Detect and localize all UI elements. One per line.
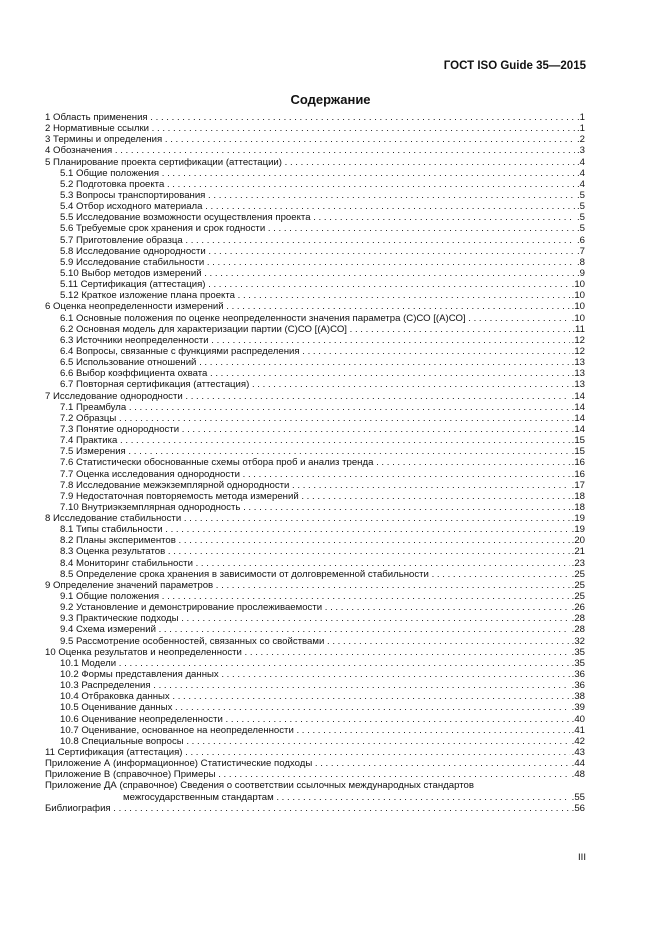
toc-entry-title: 7.6 Статистически обоснованные схемы отбора проб и анализ тренда . . . xyxy=(45,457,585,468)
toc-entry[interactable] xyxy=(45,145,585,156)
toc-entry[interactable] xyxy=(45,569,585,580)
toc-entry-title: 5 Планирование проекта сертификации (аттестации) . . . xyxy=(45,157,585,168)
toc-entry-page: .11 xyxy=(572,323,585,335)
page-title: Содержание xyxy=(290,92,371,107)
toc-entry-title: 7.10 Внутриэкземплярная однородность . . . xyxy=(45,502,585,513)
toc-entry-page: .16 xyxy=(571,457,585,469)
toc-entry-page: .9 xyxy=(576,267,585,279)
toc-entry-page: .13 xyxy=(571,368,585,380)
toc-entry-title: 2 Нормативные ссылки . . . xyxy=(45,123,585,134)
toc-entry-title: 10.4 Отбраковка данных . . . xyxy=(45,691,585,702)
toc-entry[interactable] xyxy=(45,714,585,725)
toc-entry-title: 5.1 Общие положения . . . xyxy=(45,168,585,179)
toc-entry-page: .7 xyxy=(576,245,585,257)
toc-entry-title: 10.6 Оценивание неопределенности . . . xyxy=(45,714,585,725)
toc-entry[interactable] xyxy=(45,691,585,702)
toc-entry[interactable] xyxy=(45,624,585,635)
toc-entry[interactable] xyxy=(45,580,585,591)
toc-entry-title: 6.7 Повторная сертификация (аттестация) . . . xyxy=(45,379,585,390)
toc-entry-title: 5.11 Сертификация (аттестация) . . . xyxy=(45,279,585,290)
toc-entry-page: .6 xyxy=(576,234,585,246)
toc-entry-page: .39 xyxy=(571,702,585,714)
toc-entry-page: .32 xyxy=(571,635,585,647)
toc-entry[interactable] xyxy=(45,424,585,435)
toc-entry-page: .23 xyxy=(571,557,585,569)
toc-entry[interactable] xyxy=(45,368,585,379)
toc-entry[interactable] xyxy=(45,223,585,234)
toc-entry-title: 5.10 Выбор методов измерений . . . xyxy=(45,268,585,279)
toc-entry-page: .14 xyxy=(571,412,585,424)
toc-entry-title: 6.5 Использование отношений . . . xyxy=(45,357,585,368)
toc-entry[interactable] xyxy=(45,669,585,680)
toc-entry-page: .1 xyxy=(576,112,585,123)
toc-entry-title: 9.2 Установление и демонстрирование прослеживаемости . . . xyxy=(45,602,585,613)
toc-entry-title: 10 Оценка результатов и неопределенности . . . xyxy=(45,647,585,658)
toc-entry-title: 5.9 Исследование стабильности . . . xyxy=(45,257,585,268)
toc-entry[interactable] xyxy=(45,268,585,279)
toc-entry-title: 5.4 Отбор исходного материала . . . xyxy=(45,201,585,212)
toc-entry-title: Приложение ДА (справочное) Сведения о соответствии ссылочных международных стандартов xyxy=(45,780,474,792)
toc-entry-title: 5.2 Подготовка проекта . . . xyxy=(45,179,585,190)
toc-entry-title: Приложение В (справочное) Примеры . . . xyxy=(45,769,585,780)
toc-entry[interactable] xyxy=(45,613,585,624)
toc-entry-page: .38 xyxy=(571,691,585,703)
toc-entry-title: 9.3 Практические подходы . . . xyxy=(45,613,585,624)
toc-entry-title: 7.9 Недостаточная повторяемость метода измерений . . . xyxy=(45,491,585,502)
toc-entry-page: .25 xyxy=(571,591,585,603)
toc-entry-page: .12 xyxy=(571,334,585,346)
toc-entry-page: .28 xyxy=(571,624,585,636)
toc-entry-title: 7 Исследование однородности . . . xyxy=(45,391,585,402)
toc-entry[interactable] xyxy=(45,546,585,557)
toc-entry-title: 6.1 Основные положения по оценке неопределенности значения параметра (С)СО [(А)СО] . . . xyxy=(45,313,585,324)
toc-entry-page: .4 xyxy=(576,178,585,190)
toc-entry-title: 5.7 Приготовление образца . . . xyxy=(45,235,585,246)
toc-entry[interactable] xyxy=(45,112,585,123)
toc-entry-page: .2 xyxy=(576,134,585,146)
toc-entry-title: 8.1 Типы стабильности . . . xyxy=(45,524,585,535)
toc-entry-page: .18 xyxy=(571,501,585,513)
toc-entry[interactable] xyxy=(45,134,585,145)
toc-entry-title: 6.4 Вопросы, связанные с функциями распределения . . . xyxy=(45,346,585,357)
toc-entry-title: 9.4 Схема измерений . . . xyxy=(45,624,585,635)
toc-entry[interactable] xyxy=(45,324,585,335)
toc-entry[interactable] xyxy=(45,413,585,424)
toc-entry-title: 8.5 Определение срока хранения в зависимости от долговременной стабильности . . . xyxy=(45,569,585,580)
toc-entry-page: .17 xyxy=(571,479,585,491)
toc-entry-title: 9.1 Общие положения . . . xyxy=(45,591,585,602)
toc-entry[interactable] xyxy=(45,123,585,134)
toc-entry[interactable] xyxy=(45,736,585,747)
toc-entry-title: 6.6 Выбор коэффициента охвата . . . xyxy=(45,368,585,379)
toc-entry[interactable] xyxy=(45,168,585,179)
toc-entry-page: .10 xyxy=(571,301,585,313)
toc-entry-page: .35 xyxy=(571,657,585,669)
toc-entry[interactable] xyxy=(45,257,585,268)
toc-entry-page: .10 xyxy=(571,279,585,291)
toc-entry-page: .13 xyxy=(571,357,585,369)
toc-entry-title: 9.5 Рассмотрение особенностей, связанных со свойствами . . . xyxy=(45,636,585,647)
toc-entry[interactable] xyxy=(45,469,585,480)
toc-entry-title: 8 Исследование стабильности . . . xyxy=(45,513,585,524)
toc-entry[interactable] xyxy=(45,190,585,201)
toc-entry-title: 5.3 Вопросы транспортирования . . . xyxy=(45,190,585,201)
toc-entry-title: 8.3 Оценка результатов . . . xyxy=(45,546,585,557)
toc-entry-title: 6 Оценка неопределенности измерений . . . xyxy=(45,301,585,312)
toc-entry-page: .5 xyxy=(576,201,585,213)
toc-entry-title: 5.6 Требуемые срок хранения и срок годности . . . xyxy=(45,223,585,234)
toc-entry-title: 11 Сертификация (аттестация) . . . xyxy=(45,747,585,758)
toc-entry-page: .12 xyxy=(571,345,585,357)
toc-entry[interactable] xyxy=(45,335,585,346)
toc-entry-page: .10 xyxy=(571,290,585,302)
toc-entry-page: .48 xyxy=(571,769,585,781)
toc-entry-page: .35 xyxy=(571,646,585,658)
toc-entry[interactable] xyxy=(45,402,585,413)
toc-entry[interactable] xyxy=(45,602,585,613)
toc-entry-title: Приложение А (информационное) Статистические подходы . . . xyxy=(45,758,585,769)
toc-entry-page: .14 xyxy=(571,423,585,435)
toc-entry-title: 7.7 Оценка исследования однородности . . . xyxy=(45,469,585,480)
toc-entry-page: .43 xyxy=(571,747,585,759)
toc-entry[interactable] xyxy=(45,301,585,312)
toc-entry[interactable] xyxy=(45,446,585,457)
toc-entry-page: .56 xyxy=(571,802,585,814)
toc-entry-page: .14 xyxy=(571,401,585,413)
toc-entry-title: 10.8 Специальные вопросы . . . xyxy=(45,736,585,747)
toc-entry[interactable] xyxy=(45,558,585,569)
toc-entry-title: 7.8 Исследование межэкземплярной однородности . . . xyxy=(45,480,585,491)
toc-entry-title: 9 Определение значений параметров . . . xyxy=(45,580,585,591)
toc-entry[interactable] xyxy=(45,513,585,524)
toc-entry[interactable] xyxy=(45,346,585,357)
toc-entry-title: 4 Обозначения . . . xyxy=(45,145,585,156)
toc-entry-title: 3 Термины и определения . . . xyxy=(45,134,585,145)
toc-entry-page: .41 xyxy=(571,724,585,736)
toc-entry-title: 7.3 Понятие однородности . . . xyxy=(45,424,585,435)
toc-entry-page: .5 xyxy=(576,189,585,201)
toc-entry-page: .10 xyxy=(571,312,585,324)
toc-entry-page: .14 xyxy=(571,390,585,402)
toc-entry-page: .4 xyxy=(576,167,585,179)
toc-entry-page: .15 xyxy=(571,435,585,447)
toc-entry-page: .20 xyxy=(571,535,585,547)
toc-entry-page: .19 xyxy=(571,524,585,536)
toc-entry-title: 10.2 Формы представления данных . . . xyxy=(45,669,585,680)
toc-entry-title: 10.7 Оценивание, основанное на неопределенности . . . xyxy=(45,725,585,736)
toc-entry-page: .16 xyxy=(571,468,585,480)
toc-entry-page: .25 xyxy=(571,579,585,591)
toc-entry-title: межгосударственным стандартам . . . xyxy=(45,792,585,803)
toc-entry[interactable] xyxy=(45,725,585,736)
toc-entry-page: .36 xyxy=(571,669,585,681)
toc-entry-page: .28 xyxy=(571,613,585,625)
toc-entry-page: .42 xyxy=(571,735,585,747)
toc-entry[interactable] xyxy=(45,792,585,803)
toc-entry-page: .4 xyxy=(576,156,585,168)
toc-entry-page: .55 xyxy=(571,791,585,803)
toc-entry-page: .44 xyxy=(571,758,585,770)
toc-entry-title: Библиография . . . xyxy=(45,803,585,814)
toc-entry[interactable] xyxy=(45,157,585,168)
toc-entry-title: 1 Область применения . . . xyxy=(45,112,585,123)
toc-entry[interactable] xyxy=(45,680,585,691)
toc-entry[interactable] xyxy=(45,246,585,257)
toc-entry[interactable] xyxy=(45,535,585,546)
toc-entry[interactable] xyxy=(45,780,585,791)
toc-entry[interactable] xyxy=(45,435,585,446)
toc-entry-title: 6.2 Основная модель для характеризации партии (С)СО [(А)СО] . . . xyxy=(45,324,585,335)
toc-entry[interactable] xyxy=(45,201,585,212)
toc-entry[interactable] xyxy=(45,235,585,246)
toc-entry[interactable] xyxy=(45,391,585,402)
toc-entry[interactable] xyxy=(45,702,585,713)
toc-entry-page: .5 xyxy=(576,223,585,235)
toc-entry-page: .25 xyxy=(571,568,585,580)
toc-entry-title: 6.3 Источники неопределенности . . . xyxy=(45,335,585,346)
toc-entry-title: 7.4 Практика . . . xyxy=(45,435,585,446)
toc-entry[interactable] xyxy=(45,769,585,780)
toc-entry-page: .18 xyxy=(571,490,585,502)
toc-entry-page: .8 xyxy=(576,256,585,268)
toc-entry-page: .3 xyxy=(576,145,585,157)
toc-entry[interactable] xyxy=(45,524,585,535)
toc-entry-page: .15 xyxy=(571,446,585,458)
toc-entry[interactable] xyxy=(45,758,585,769)
table-of-contents xyxy=(45,112,585,814)
toc-entry-page: .13 xyxy=(571,379,585,391)
toc-entry[interactable] xyxy=(45,357,585,368)
toc-entry[interactable] xyxy=(45,480,585,491)
toc-entry-page: .5 xyxy=(576,212,585,224)
toc-entry[interactable] xyxy=(45,179,585,190)
toc-entry[interactable] xyxy=(45,313,585,324)
toc-entry-title: 10.3 Распределения . . . xyxy=(45,680,585,691)
toc-entry[interactable] xyxy=(45,491,585,502)
page-number: III xyxy=(578,852,586,863)
toc-entry-title: 7.1 Преамбула . . . xyxy=(45,402,585,413)
toc-entry[interactable] xyxy=(45,636,585,647)
toc-entry[interactable] xyxy=(45,457,585,468)
toc-entry-title: 7.5 Измерения . . . xyxy=(45,446,585,457)
toc-entry-page: .21 xyxy=(571,546,585,558)
toc-entry[interactable] xyxy=(45,290,585,301)
toc-entry-title: 10.5 Оценивание данных . . . xyxy=(45,702,585,713)
toc-entry-page: .36 xyxy=(571,680,585,692)
toc-entry-title: 5.8 Исследование однородности . . . xyxy=(45,246,585,257)
toc-entry[interactable] xyxy=(45,658,585,669)
toc-entry[interactable] xyxy=(45,212,585,223)
toc-entry-title: 8.2 Планы экспериментов . . . xyxy=(45,535,585,546)
toc-entry[interactable] xyxy=(45,647,585,658)
toc-entry[interactable] xyxy=(45,591,585,602)
toc-entry[interactable] xyxy=(45,803,585,814)
toc-entry-page: .19 xyxy=(571,513,585,525)
toc-entry-title: 5.5 Исследование возможности осуществления проекта . . . xyxy=(45,212,585,223)
toc-entry-title: 10.1 Модели . . . xyxy=(45,658,585,669)
toc-entry-page: .1 xyxy=(576,123,585,135)
toc-entry[interactable] xyxy=(45,747,585,758)
toc-entry-title: 5.12 Краткое изложение плана проекта . . . xyxy=(45,290,585,301)
toc-entry-page: .40 xyxy=(571,713,585,725)
toc-entry-title: 8.4 Мониторинг стабильности . . . xyxy=(45,558,585,569)
document-header: ГОСТ ISO Guide 35—2015 xyxy=(443,60,586,72)
toc-entry[interactable] xyxy=(45,379,585,390)
toc-entry[interactable] xyxy=(45,502,585,513)
toc-entry-page: .26 xyxy=(571,602,585,614)
toc-entry-title: 7.2 Образцы . . . xyxy=(45,413,585,424)
toc-entry[interactable] xyxy=(45,279,585,290)
